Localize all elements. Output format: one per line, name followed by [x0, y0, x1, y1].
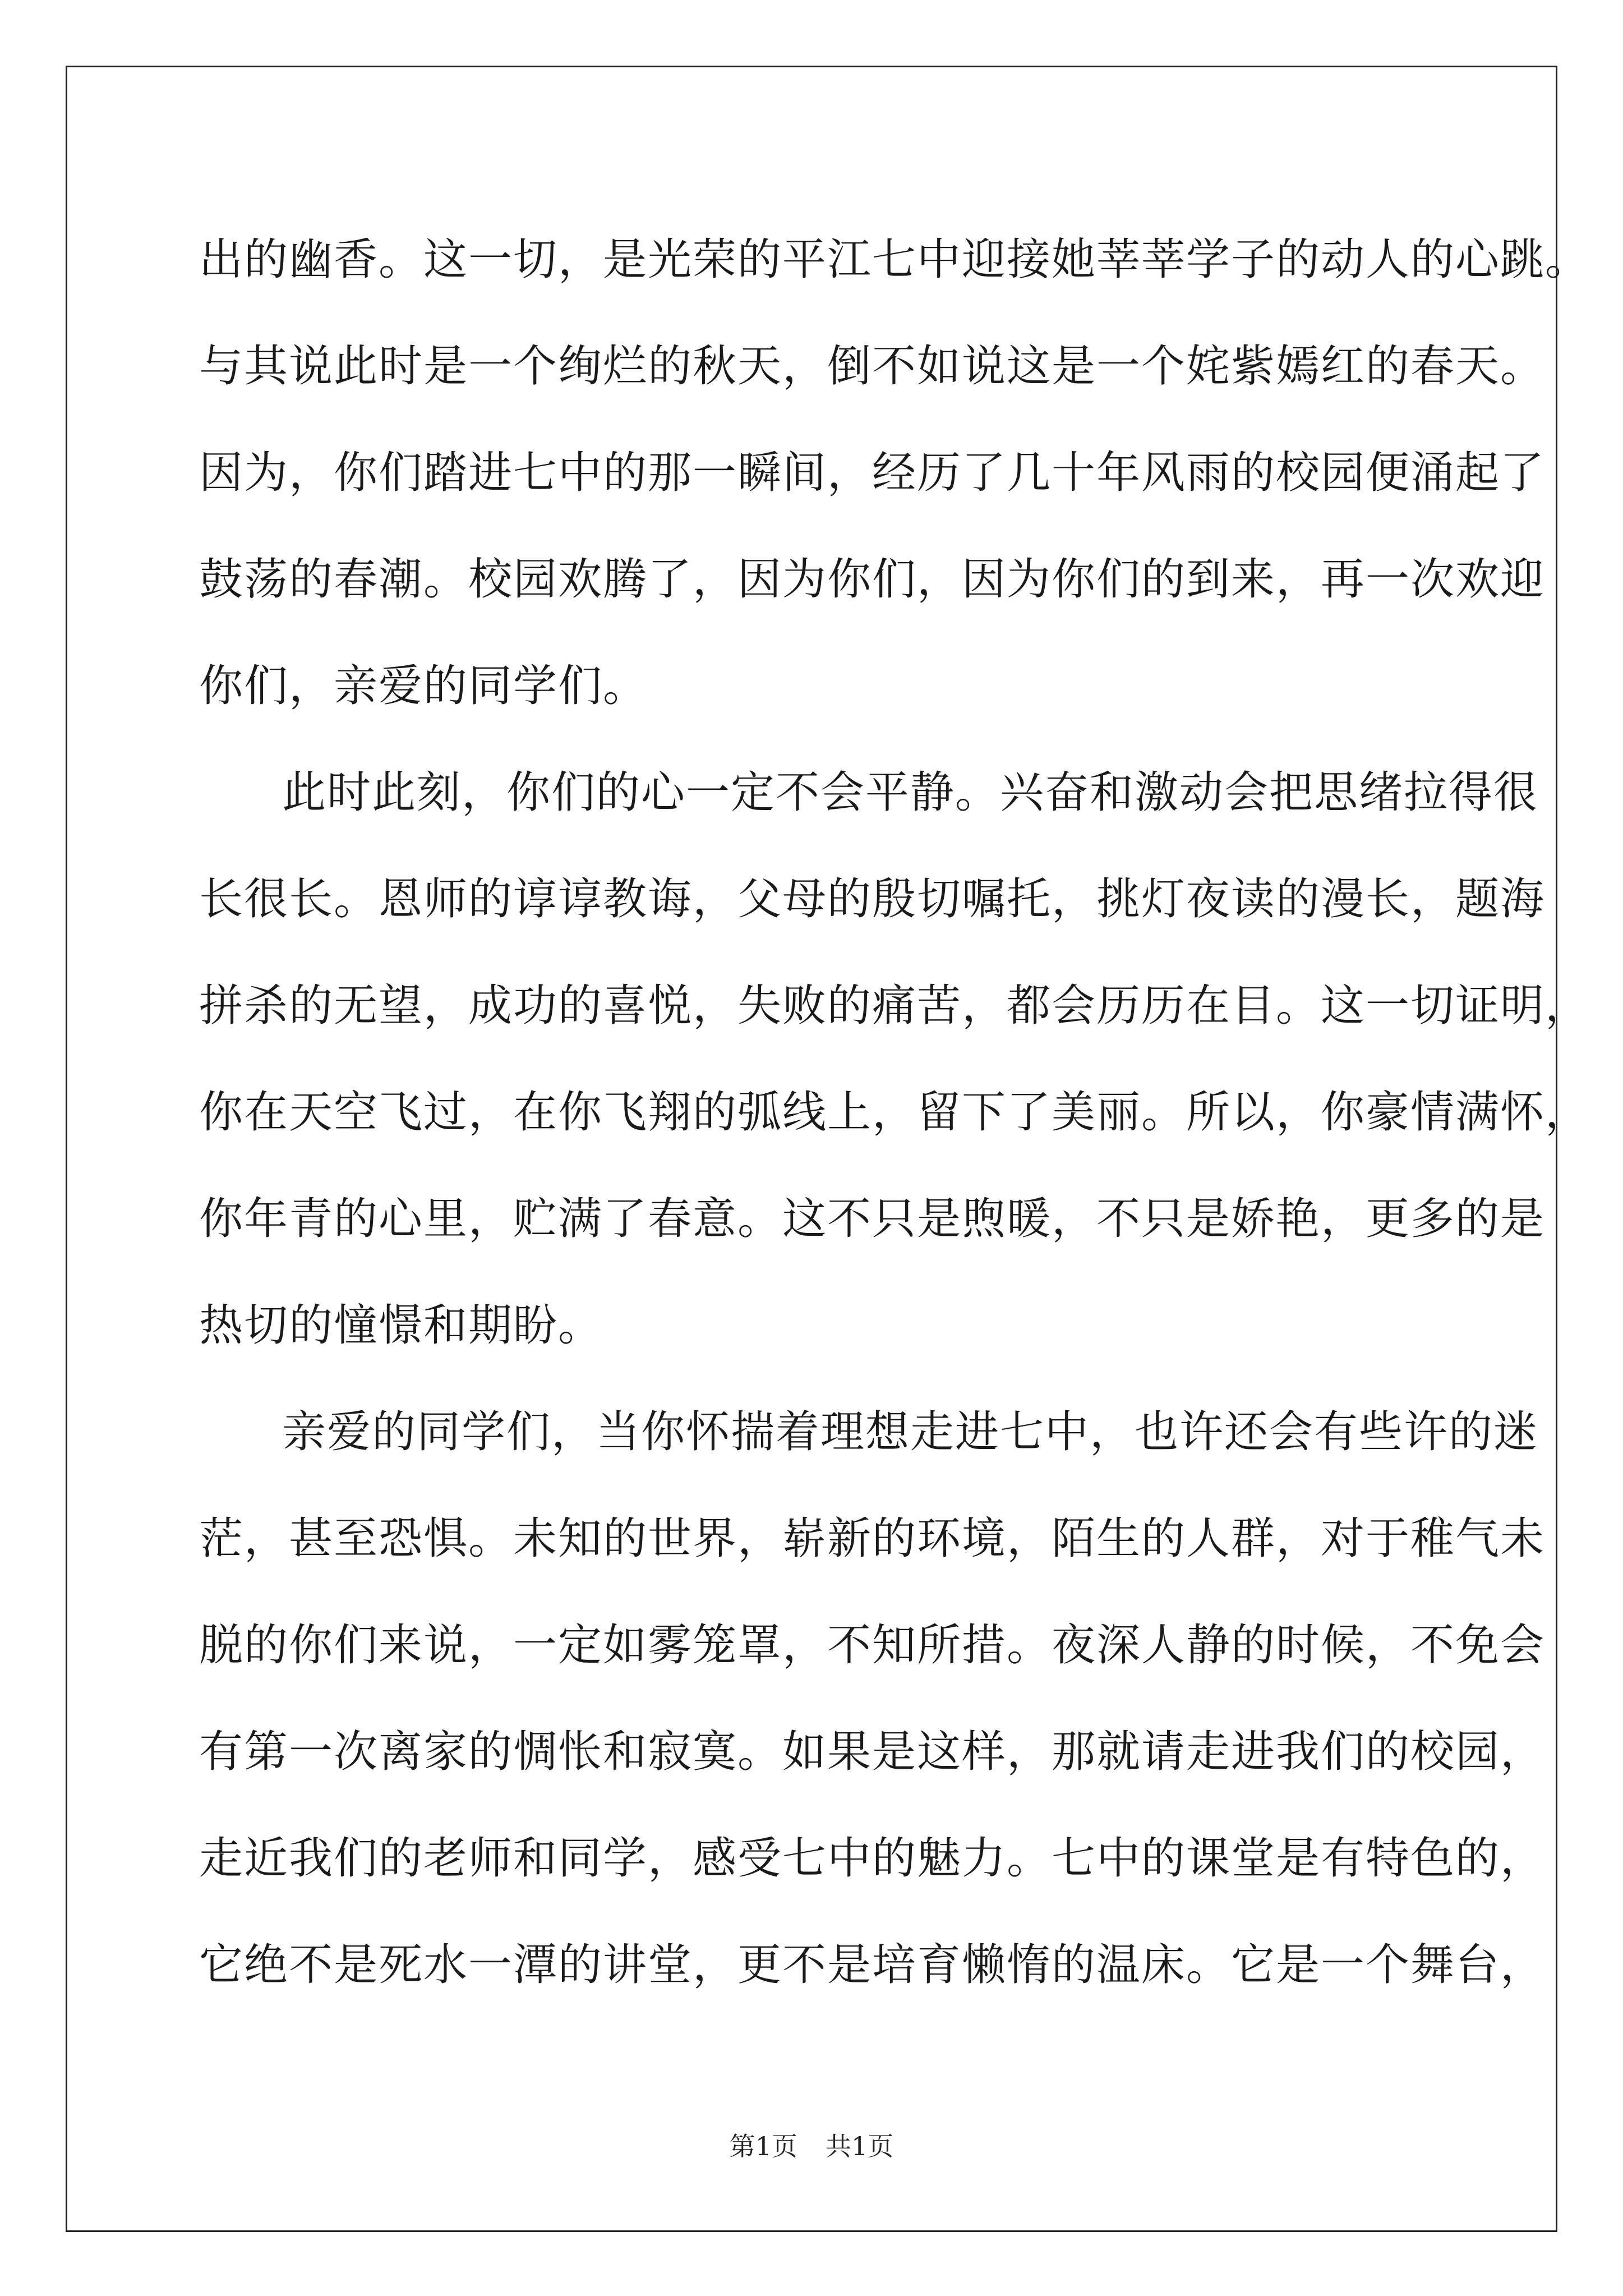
- text-line: 茫，甚至恐惧。未知的世界，崭新的环境，陌生的人群，对于稚气未: [199, 1513, 1546, 1564]
- text-line: 热切的憧憬和期盼。: [199, 1300, 603, 1351]
- text-line: 因为，你们踏进七中的那一瞬间，经历了几十年风雨的校园便涌起了: [199, 448, 1546, 498]
- text-line: 脱的你们来说，一定如雾笼罩，不知所措。夜深人静的时候，不免会: [199, 1620, 1546, 1671]
- text-line: 有第一次离家的惆怅和寂寞。如果是这样，那就请走进我们的校园，: [199, 1727, 1546, 1777]
- paragraph-start-line: 此时此刻，你们的心一定不会平静。兴奋和激动会把思绪拉得很: [282, 767, 1539, 818]
- text-line: 它绝不是死水一潭的讲堂，更不是培育懒惰的温床。它是一个舞台，: [199, 1940, 1546, 1990]
- text-line: 长很长。恩师的谆谆教诲，父母的殷切嘱托，挑灯夜读的漫长，题海: [199, 874, 1546, 924]
- page-count: 共1页: [826, 2131, 894, 2161]
- text-line: 你在天空飞过，在你飞翔的弧线上，留下了美丽。所以，你豪情满怀，: [199, 1087, 1590, 1138]
- text-line: 与其说此时是一个绚烂的秋天，倒不如说这是一个姹紫嫣红的春天。: [199, 341, 1546, 392]
- text-line: 鼓荡的春潮。校园欢腾了，因为你们，因为你们的到来，再一次欢迎: [199, 554, 1546, 605]
- text-line: 走近我们的老师和同学，感受七中的魅力。七中的课堂是有特色的，: [199, 1833, 1546, 1884]
- page-number: 第1页: [729, 2131, 797, 2161]
- document-body: [199, 206, 1590, 2018]
- text-line: 你年青的心里，贮满了春意。这不只是煦暖，不只是娇艳，更多的是: [199, 1194, 1546, 1244]
- page-footer: [0, 2126, 1623, 2163]
- text-line: 出的幽香。这一切，是光荣的平江七中迎接她莘莘学子的动人的心跳。: [199, 234, 1590, 285]
- paragraph-start-line: 亲爱的同学们，当你怀揣着理想走进七中，也许还会有些许的迷: [282, 1407, 1539, 1457]
- text-line: 拼杀的无望，成功的喜悦，失败的痛苦，都会历历在目。这一切证明，: [199, 981, 1590, 1031]
- text-line: 你们，亲爱的同学们。: [199, 661, 648, 711]
